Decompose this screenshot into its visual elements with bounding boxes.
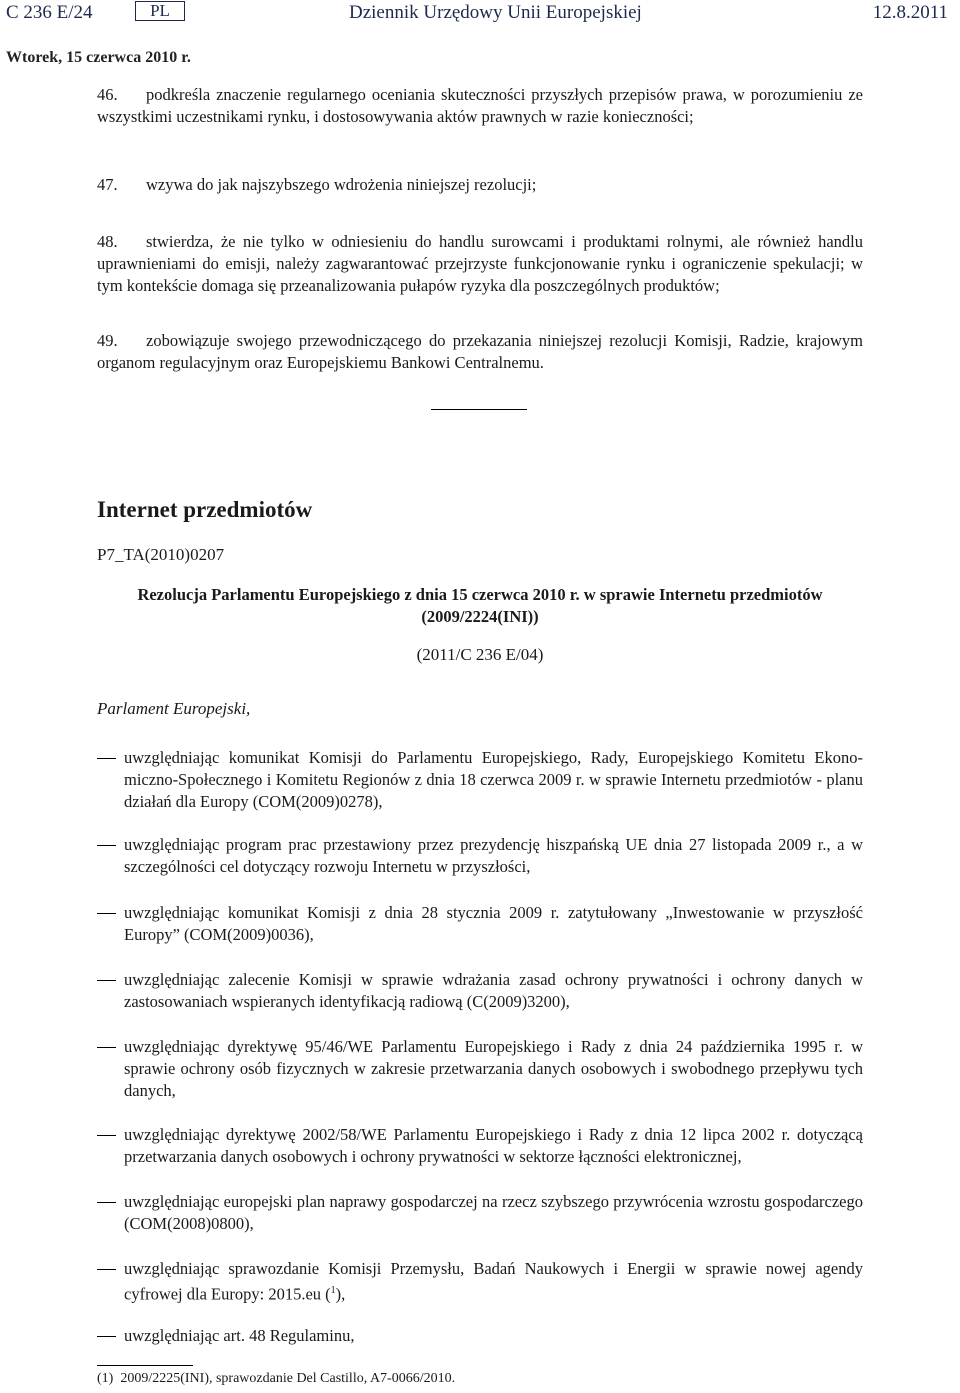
dash-marker [97, 1269, 116, 1270]
paragraph-text: stwierdza, że nie tylko w odniesieniu do handlu surowcami i produktami rolnymi, ale również handlu uprawnieniami do emisji, należy zagwarantować przejrzyste funkcjonowanie rynku i ograniczenie spekulacji; w tym kontekście domaga się przeanalizowania pułapów ryzyka dla poszczególnych produktów; [97, 232, 863, 295]
paragraph-number: 46. [97, 85, 118, 104]
footnote-divider [97, 1365, 193, 1366]
procedure-number: (2009/2224(INI)) [421, 607, 539, 626]
paragraph-number: 48. [97, 232, 118, 251]
parliament-heading: Parlament Europejski, [97, 699, 251, 718]
paragraph-48 [97, 231, 863, 297]
resolution-title: Rezolucja Parlamentu Europejskiego z dnia 15 czerwca 2010 r. w sprawie Internetu przedmiotów [137, 585, 823, 604]
page-reference: C 236 E/24 [6, 2, 93, 23]
footnote-marker: (1) [97, 1371, 114, 1386]
dash-marker [97, 980, 116, 981]
c-number: (2011/C 236 E/04) [416, 645, 544, 664]
document-reference: P7_TA(2010)0207 [97, 545, 225, 564]
consideration-text: uwzględniając dyrektywę 95/46/WE Parlamentu Europejskiego i Rady z dnia 24 października 1995 r. w sprawie ochrony osób fizycznych w zakresie przetwarzania danych osobowych i swobodnego przepływu tych danych, [124, 1037, 863, 1100]
language-badge: PL [135, 1, 185, 21]
consideration-text: uwzględniając komunikat Komisji do Parlamentu Europejskiego, Rady, Europejskiego Komitetu Ekonomiczno-Społecznego i Komitetu Regionów z dnia 18 czerwca 2009 r. w sprawie Internetu przedmiotów - planu działań dla Europy (COM(2009)0278), [124, 748, 863, 811]
dash-marker [97, 1202, 116, 1203]
paragraph-49 [97, 330, 863, 374]
consideration-text: uwzględniając dyrektywę 2002/58/WE Parlamentu Europejskiego i Rady z dnia 12 lipca 2002 r. dotyczącą przetwarzania danych osobowych i ochrony prywatności w sektorze łączności elektronicznej, [124, 1125, 863, 1166]
consideration-item [97, 1258, 863, 1306]
consideration-item [97, 1036, 863, 1102]
section-divider [431, 409, 527, 410]
resolution-heading [97, 584, 863, 628]
consideration-item [97, 1191, 863, 1235]
publication-date: 12.8.2011 [872, 2, 948, 23]
paragraph-text: zobowiązuje swojego przewodniczącego do przekazania niniejszej rezolucji Komisji, Radzie, krajowym organom regulacyjnym oraz Europejskiemu Bankowi Centralnemu. [97, 331, 863, 372]
journal-title: Dziennik Urzędowy Unii Europejskiej [349, 2, 642, 23]
sitting-date: Wtorek, 15 czerwca 2010 r. [6, 49, 191, 66]
dash-marker [97, 913, 116, 914]
dash-marker [97, 758, 116, 759]
dash-marker [97, 1135, 116, 1136]
footnote-reference-suffix: ), [335, 1284, 346, 1304]
consideration-text-wrap: uwzględniając sprawozdanie Komisji Przemysłu, Badań Naukowych i Energii w sprawie nowej agendy cyfrowej dla Europy: 2015.eu ($^1$), [124, 1259, 863, 1304]
section-title: Internet przedmiotów [97, 497, 313, 522]
paragraph-text: wzywa do jak najszybszego wdrożenia niniejszej rezolucji; [146, 175, 537, 194]
consideration-item [97, 1124, 863, 1168]
paragraph-number: 47. [97, 175, 118, 194]
consideration-item [97, 969, 863, 1013]
consideration-text: uwzględniając zalecenie Komisji w sprawie wdrażania zasad ochrony prywatności i ochrony danych w zastosowaniach wspieranych identyfikacją radiową (C(2009)3200), [124, 970, 863, 1011]
consideration-item [97, 1325, 863, 1347]
consideration-item [97, 902, 863, 946]
consideration-text: uwzględniając sprawozdanie Komisji Przemysłu, Badań Naukowych i Energii w sprawie nowej agendy cyfrowej dla Europy: 2015.eu [124, 1259, 863, 1304]
dash-marker [97, 845, 116, 846]
consideration-text: uwzględniając europejski plan naprawy gospodarczej na rzecz szybszego przywrócenia wzrostu gospodarczego (COM(2008)0800), [124, 1192, 863, 1233]
consideration-text: uwzględniając art. 48 Regulaminu, [124, 1326, 355, 1345]
paragraph-number: 49. [97, 331, 118, 350]
consideration-item [97, 747, 863, 813]
page-header [0, 0, 960, 32]
footnote-reference[interactable]: 1 [330, 1285, 336, 1296]
footnote [97, 1371, 455, 1387]
paragraph-text: podkreśla znaczenie regularnego oceniania skuteczności przyszłych przepisów prawa, w porozumieniu ze wszystkimi uczestnikami rynku, i dostosowywania aktów prawnych w razie konieczności; [97, 85, 863, 126]
footnote-text: 2009/2225(INI), sprawozdanie Del Castillo, A7-0066/2010. [120, 1371, 456, 1386]
dash-marker [97, 1336, 116, 1337]
consideration-item [97, 834, 863, 878]
paragraph-47 [97, 174, 863, 196]
consideration-text: uwzględniając program prac przestawiony przez prezydencję hiszpańską UE dnia 27 listopada 2009 r., a w szczególności cel dotyczący rozwoju Internetu w przyszłości, [124, 835, 863, 876]
paragraph-46 [97, 84, 863, 128]
consideration-text: uwzględniając komunikat Komisji z dnia 28 stycznia 2009 r. zatytułowany „Inwestowanie w przyszłość Europy” (COM(2009)0036), [124, 903, 863, 944]
dash-marker [97, 1047, 116, 1048]
